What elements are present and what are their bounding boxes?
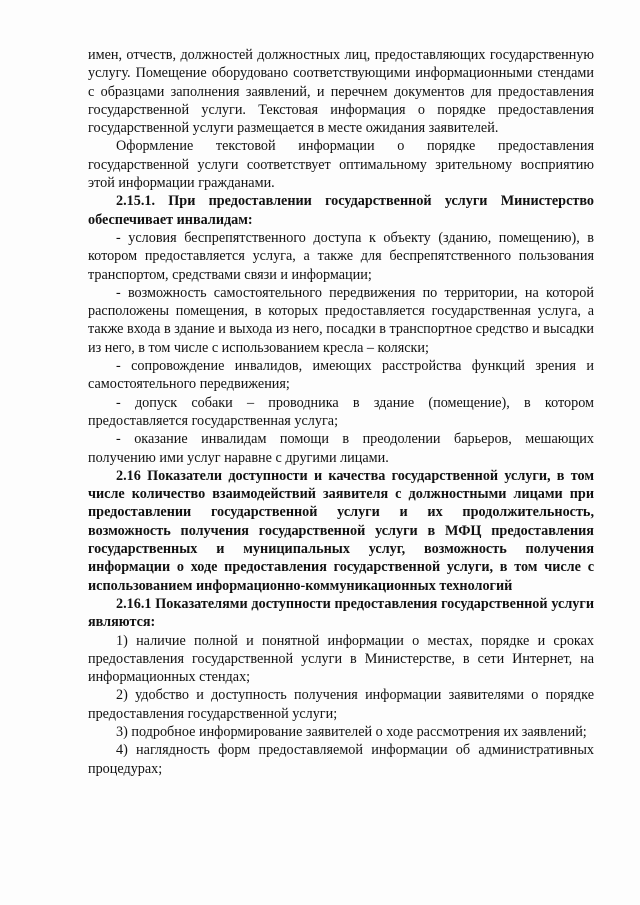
numbered-item-3: 3) подробное информирование заявителей о ходе рассмотрения их заявлений; [116,723,587,740]
numbered-item-2: 2) удобство и доступность получения информации заявителями о порядке предоставления государственной услуги; [88,687,594,722]
section-heading-2-16-1: 2.16.1 Показателями доступности предоставления государственной услуги являются: [88,595,594,631]
list-item-independent-movement: - возможность самостоятельного передвижения по территории, на которой расположены помещения, в которых предоставляется государственная услуга, а также входа в здание и выхода из него, посадки в транспортное средство и высадки из него, в том числе с использованием кресла – коляски; [88,284,594,356]
list-item-guide-dog: - допуск собаки – проводника в здание (помещение), в котором предоставляется государственная услуга; [88,394,594,429]
numbered-item-1: 1) наличие полной и понятной информации о местах, порядке и сроках предоставления государственной услуги в Министерстве, в сети Интернет, на информационных стендах; [88,632,594,686]
document-body [88,46,594,778]
list-item-access-conditions: - условия беспрепятственного доступа к объекту (зданию, помещению), в котором предоставляется услуга, а также для беспрепятственного пользования транспортом, средствами связи и информации; [88,229,594,283]
paragraph-premises-info: имен, отчеств, должностей должностных лиц, предоставляющих государственную услугу. Помещение оборудовано соответствующими информационными стендами с образцами заполнения заявлений, и перечнем документов для предоставления государственной услуги. Текстовая информация о порядке предоставления государственной услуги размещается в месте ожидания заявителей. [88,47,594,137]
section-heading-2-16: 2.16 Показатели доступности и качества государственной услуги, в том числе количество взаимодействий заявителя с должностными лицами при предоставлении государственной услуги и их продолжительность, возможность получения государственной услуги в МФЦ предоставления государственных и муниципальных услуг, возможность получения информации о ходе предоставления государственной услуги, в том числе с использованием информационно-коммуникационных технологий [88,467,594,594]
list-item-barrier-assistance: - оказание инвалидам помощи в преодолении барьеров, мешающих получению ими услуг наравне с другими лицами. [88,431,594,466]
numbered-item-4: 4) наглядность форм предоставляемой информации об административных процедурах; [88,742,594,777]
paragraph-text-layout: Оформление текстовой информации о порядке предоставления государственной услуги соответствует оптимальному зрительному восприятию этой информации гражданами. [88,138,594,192]
list-item-escort: - сопровождение инвалидов, имеющих расстройства функций зрения и самостоятельного передвижения; [88,358,594,393]
section-heading-2-15-1: 2.15.1. При предоставлении государственной услуги Министерство обеспечивает инвалидам: [88,193,594,228]
